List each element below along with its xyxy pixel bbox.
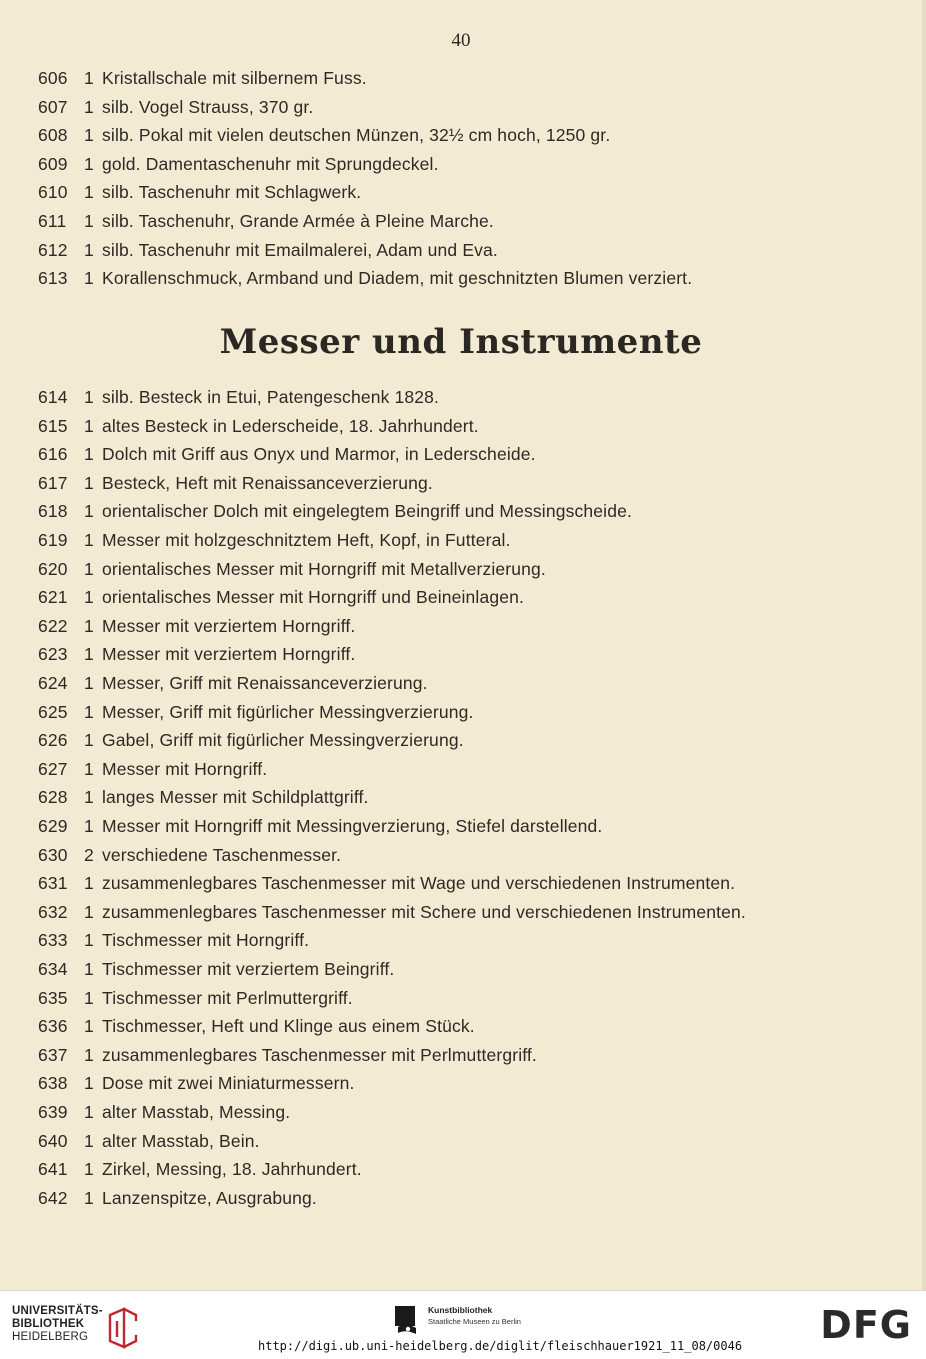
item-description: silb. Pokal mit vielen deutschen Münzen, 32½ cm hoch, 1250 gr. [102,125,611,146]
item-number: 612 [38,239,68,260]
item-description: Besteck, Heft mit Renaissanceverzierung. [102,472,433,493]
item-number: 637 [38,1044,68,1065]
item-description: Messer mit verziertem Horngriff. [102,615,356,636]
item-quantity: 1 [84,901,94,922]
item-number: 627 [38,758,68,779]
item-quantity: 2 [84,844,94,865]
item-quantity: 1 [84,987,94,1008]
item-number: 610 [38,182,68,203]
section-heading: Messer und Instrumente [219,322,703,362]
item-description: Korallenschmuck, Armband und Diadem, mit geschnitzten Blumen verziert. [102,268,693,289]
item-description: altes Besteck in Lederscheide, 18. Jahrhundert. [102,415,479,436]
item-quantity: 1 [84,615,94,636]
item-number: 609 [38,153,68,174]
item-description: Gabel, Griff mit figürlicher Messingverzierung. [102,730,464,751]
item-description: silb. Vogel Strauss, 370 gr. [102,96,314,117]
item-quantity: 1 [84,1102,94,1122]
item-quantity: 1 [84,1187,94,1208]
item-quantity: 1 [84,1159,94,1180]
item-number: 614 [38,387,68,407]
item-number: 639 [38,1102,68,1122]
item-description: Dose mit zwei Miniaturmessern. [102,1073,355,1094]
item-description: silb. Taschenuhr mit Schlagwerk. [102,182,362,203]
footer-bar [0,1290,926,1359]
item-number: 628 [38,787,68,808]
item-number: 620 [38,558,68,579]
item-description: verschiedene Taschenmesser. [102,844,342,865]
item-number: 606 [38,68,68,88]
kunstbibliothek-icon [394,1305,420,1335]
item-quantity: 1 [84,787,94,808]
item-number: 630 [38,844,68,865]
item-description: zusammenlegbares Taschenmesser mit Wage und verschiedenen Instrumenten. [102,873,736,894]
item-quantity: 1 [84,873,94,894]
item-number: 623 [38,644,68,665]
item-quantity: 1 [84,816,94,836]
item-description: Messer, Griff mit Renaissanceverzierung. [102,673,428,693]
item-description: alter Masstab, Bein. [102,1130,260,1151]
item-number: 634 [38,959,68,979]
item-number: 625 [38,701,68,722]
item-number: 642 [38,1187,68,1208]
item-description: Messer mit Horngriff mit Messingverzierung, Stiefel darstellend. [102,816,603,836]
ub-logo-line1: UNIVERSITÄTS- [12,1305,103,1317]
item-description: Tischmesser, Heft und Klinge aus einem Stück. [102,1016,475,1037]
item-quantity: 1 [84,558,94,579]
item-quantity: 1 [84,153,94,174]
item-description: Kristallschale mit silbernem Fuss. [102,68,367,88]
item-description: Messer mit verziertem Horngriff. [102,644,356,665]
item-quantity: 1 [84,1044,94,1065]
item-quantity: 1 [84,472,94,493]
kunstbibliothek-title: Kunstbibliothek [428,1305,493,1315]
item-number: 640 [38,1130,68,1151]
item-description: Tischmesser mit verziertem Beingriff. [102,959,395,979]
dfg-logo[interactable]: DFG [820,1303,912,1347]
item-quantity: 1 [84,1130,94,1151]
item-number: 636 [38,1016,68,1037]
item-description: Tischmesser mit Perlmuttergriff. [102,987,353,1008]
item-description: Messer, Griff mit figürlicher Messingverzierung. [102,701,474,722]
item-quantity: 1 [84,96,94,117]
item-number: 635 [38,987,68,1008]
kunstbibliothek-subtitle: Staatliche Museen zu Berlin [428,1317,521,1326]
item-number: 616 [38,444,68,465]
ub-logo-line3: HEIDELBERG [12,1331,89,1343]
item-quantity: 1 [84,211,94,231]
ub-heidelberg-logo[interactable] [12,1305,152,1351]
item-quantity: 1 [84,587,94,608]
item-quantity: 1 [84,1073,94,1094]
item-number: 622 [38,615,68,636]
item-description: silb. Besteck in Etui, Patengeschenk 1828. [102,387,440,407]
item-quantity: 1 [84,239,94,260]
item-number: 608 [38,125,68,146]
item-description: silb. Taschenuhr mit Emailmalerei, Adam und Eva. [102,239,498,260]
item-description: gold. Damentaschenuhr mit Sprungdeckel. [102,153,439,174]
item-quantity: 1 [84,444,94,465]
item-number: 619 [38,530,68,550]
item-description: Zirkel, Messing, 18. Jahrhundert. [102,1159,362,1180]
item-number: 641 [38,1159,68,1180]
item-description: orientalisches Messer mit Horngriff mit Metallverzierung. [102,558,546,579]
ub-logo-line2: BIBLIOTHEK [12,1318,85,1330]
permalink-url[interactable]: http://digi.ub.uni-heidelberg.de/diglit/fleischhauer1921_11_08/0046 [258,1339,743,1353]
item-number: 632 [38,901,68,922]
item-quantity: 1 [84,415,94,436]
item-description: orientalischer Dolch mit eingelegtem Beingriff und Messingscheide. [102,501,632,522]
item-description: zusammenlegbares Taschenmesser mit Perlmuttergriff. [102,1044,537,1065]
item-quantity: 1 [84,68,94,88]
item-quantity: 1 [84,125,94,146]
item-number: 621 [38,587,68,608]
page-number: 40 [451,30,471,51]
item-description: Messer mit holzgeschnitztem Heft, Kopf, in Futteral. [102,530,511,550]
item-quantity: 1 [84,673,94,693]
item-quantity: 1 [84,1016,94,1037]
item-description: Messer mit Horngriff. [102,758,268,779]
item-description: Tischmesser mit Horngriff. [102,930,310,951]
item-number: 607 [38,96,68,117]
item-quantity: 1 [84,701,94,722]
item-description: orientalisches Messer mit Horngriff und Beineinlagen. [102,587,525,608]
item-quantity: 1 [84,959,94,979]
ub-mark-icon [106,1307,140,1351]
item-number: 626 [38,730,68,751]
item-number: 615 [38,415,68,436]
item-quantity: 1 [84,530,94,550]
item-description: alter Masstab, Messing. [102,1102,291,1122]
item-quantity: 1 [84,730,94,751]
item-quantity: 1 [84,268,94,289]
item-quantity: 1 [84,644,94,665]
item-number: 617 [38,472,68,493]
item-number: 633 [38,930,68,951]
item-quantity: 1 [84,758,94,779]
item-description: Dolch mit Griff aus Onyx und Marmor, in Lederscheide. [102,444,536,465]
item-quantity: 1 [84,182,94,203]
item-description: zusammenlegbares Taschenmesser mit Schere und verschiedenen Instrumenten. [102,901,746,922]
item-number: 613 [38,268,68,289]
item-number: 638 [38,1073,68,1094]
item-description: Lanzenspitze, Ausgrabung. [102,1187,317,1208]
item-number: 618 [38,501,68,522]
item-quantity: 1 [84,930,94,951]
item-number: 611 [38,211,67,231]
item-number: 631 [38,873,68,894]
item-description: silb. Taschenuhr, Grande Armée à Pleine Marche. [102,211,494,231]
item-number: 624 [38,673,68,693]
item-quantity: 1 [84,501,94,522]
item-quantity: 1 [84,387,94,407]
item-description: langes Messer mit Schildplattgriff. [102,787,369,808]
item-number: 629 [38,816,68,836]
